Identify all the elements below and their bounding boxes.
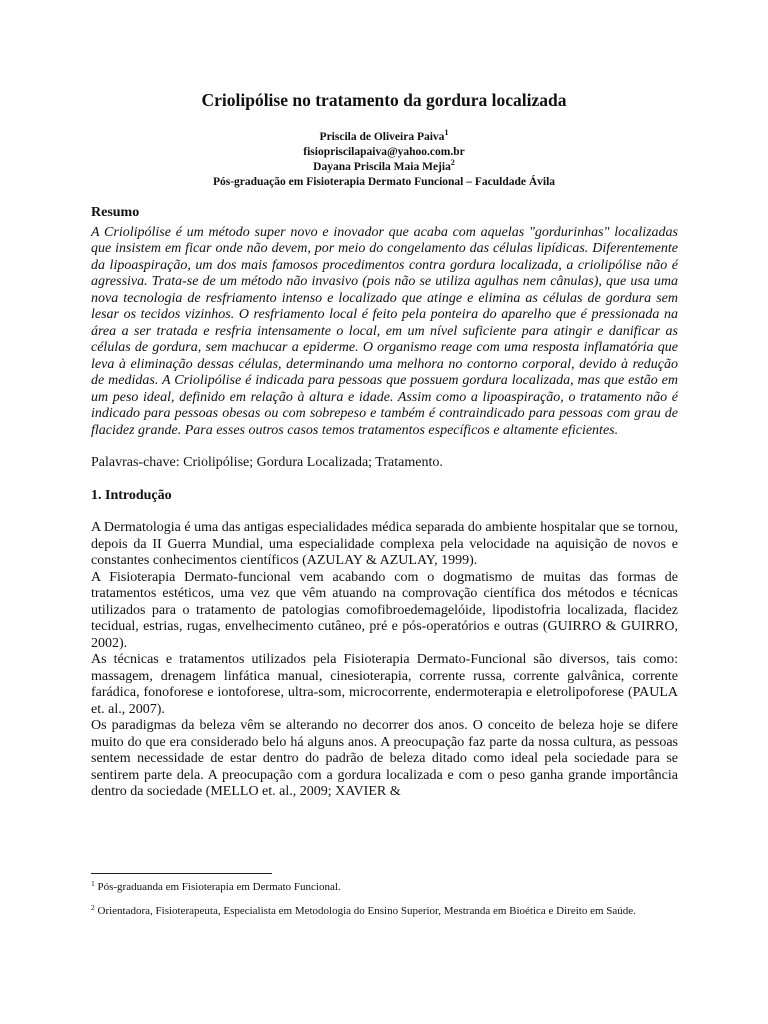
introduction-text	[91, 520, 678, 801]
footnote-2	[91, 904, 678, 918]
footnote-2-text: Orientadora, Fisioterapeuta, Especialista em Metodologia do Ensino Superior, Mestranda em Bioética e Direito em Saúde.	[94, 905, 636, 917]
section-heading-introduction: 1. Introdução	[91, 487, 172, 503]
author-line-1	[0, 130, 768, 145]
abstract-text: A Criolipólise é um método super novo e inovador que acaba com aquelas "gordurinhas" localizadas que insistem em ficar onde não devem, por meio do congelamento das células lipídicas. Diferentemente da lipoaspiração, um dos mais famosos procedimentos contra gordura localizada, a criolipólise não é agressiva. Trata-se de um método não invasivo (pois não se utiliza agulhas nem cânulas), que usa uma nova tecnologia de resfriamento intenso e localizado que atinge e elimina as células de gordura sem lesar os tecidos vizinhos. O resfriamento local é feito pela ponteira do aparelho que é pressionada na área a ser tratada e resfria intensamente o local, em um nível suficiente para atingir e danificar as células de gordura, sem machucar a epiderme. O organismo reage com uma resposta inflamatória que leva à eliminação dessas células, determinando uma melhora no contorno corporal, devido à redução de medidas. A Criolipólise é indicada para pessoas que possuem gordura localizada, mas que estão em um peso ideal, definido em relação à altura e idade. Assim como a lipoaspiração, o tratamento não é indicado para pessoas obesas ou com sobrepeso e também é contraindicado para pessoas com grau de flacidez grande. Para esses outros casos temos tratamentos específicos e altamente eficientes.	[91, 224, 678, 438]
author-2-name: Dayana Priscila Maia Mejia	[313, 161, 451, 173]
footnote-1-text: Pós-graduanda em Fisioterapia em Dermato Funcional.	[94, 881, 341, 893]
body-content	[91, 205, 678, 801]
footnote-2-mark: 2	[91, 903, 95, 912]
paper-title: Criolipólise no tratamento da gordura localizada	[201, 90, 567, 110]
author-1-name: Priscila de Oliveira Paiva	[319, 131, 445, 143]
intro-paragraph: A Dermatologia é uma das antigas especialidades médica separada do ambiente hospitalar que se tornou, depois da II Guerra Mundial, uma especialidade complexa pela velocidade na aquisição de novos e constantes conhecimentos científicos (AZULAY & AZULAY, 1999).	[91, 520, 678, 568]
author-1-footnote-mark: 1	[444, 128, 449, 137]
intro-paragraph: As técnicas e tratamentos utilizados pela Fisioterapia Dermato-Funcional são diversos, tais como: massagem, drenagem linfática manual, cinesioterapia, corrente russa, corrente galvânica, corrente farádica, fonoforese e iontoforese, ultra-som, microcorrente, endermoterapia e eletrolipoforese (PAULA et. al., 2007).	[91, 652, 678, 717]
affiliation: Pós-graduação em Fisioterapia Dermato Funcional – Faculdade Ávila	[212, 176, 556, 188]
abstract-heading: Resumo	[91, 205, 140, 220]
intro-paragraph: A Fisioterapia Dermato-funcional vem acabando com o dogmatismo de muitas das formas de tratamentos estéticos, uma vez que vêm atuando na comprovação científica dos métodos e técnicas utilizados para o tratamento de patologias comofibroedemagelóide, lipodistofria localizada, flacidez tecidual, estrias, rugas, envelhecimento cutâneo, pré e pós-operatórios e outras (GUIRRO & GUIRRO, 2002).	[91, 569, 678, 651]
footnote-separator	[91, 873, 272, 874]
author-email: fisiopriscilapaiva@yahoo.com.br	[303, 146, 465, 158]
author-block	[0, 130, 768, 190]
footnote-1-mark: 1	[91, 879, 95, 888]
intro-paragraph: Os paradigmas da beleza vêm se alterando no decorrer dos anos. O conceito de beleza hoje se difere muito do que era considerado belo há alguns anos. A preocupação faz parte da nossa cultura, as pessoas sentem necessidade de estar dentro do padrão de beleza ditado como ideal pela sociedade para se sentirem parte dela. A preocupação com a gordura localizada e com o peso ganha grande importância dentro da sociedade (MELLO et. al., 2009; XAVIER &	[91, 718, 678, 799]
keywords: Palavras-chave: Criolipólise; Gordura Localizada; Tratamento.	[91, 455, 443, 470]
footnotes	[91, 880, 678, 928]
footnote-1	[91, 880, 678, 894]
author-2-footnote-mark: 2	[450, 158, 455, 167]
author-line-2	[0, 160, 768, 175]
